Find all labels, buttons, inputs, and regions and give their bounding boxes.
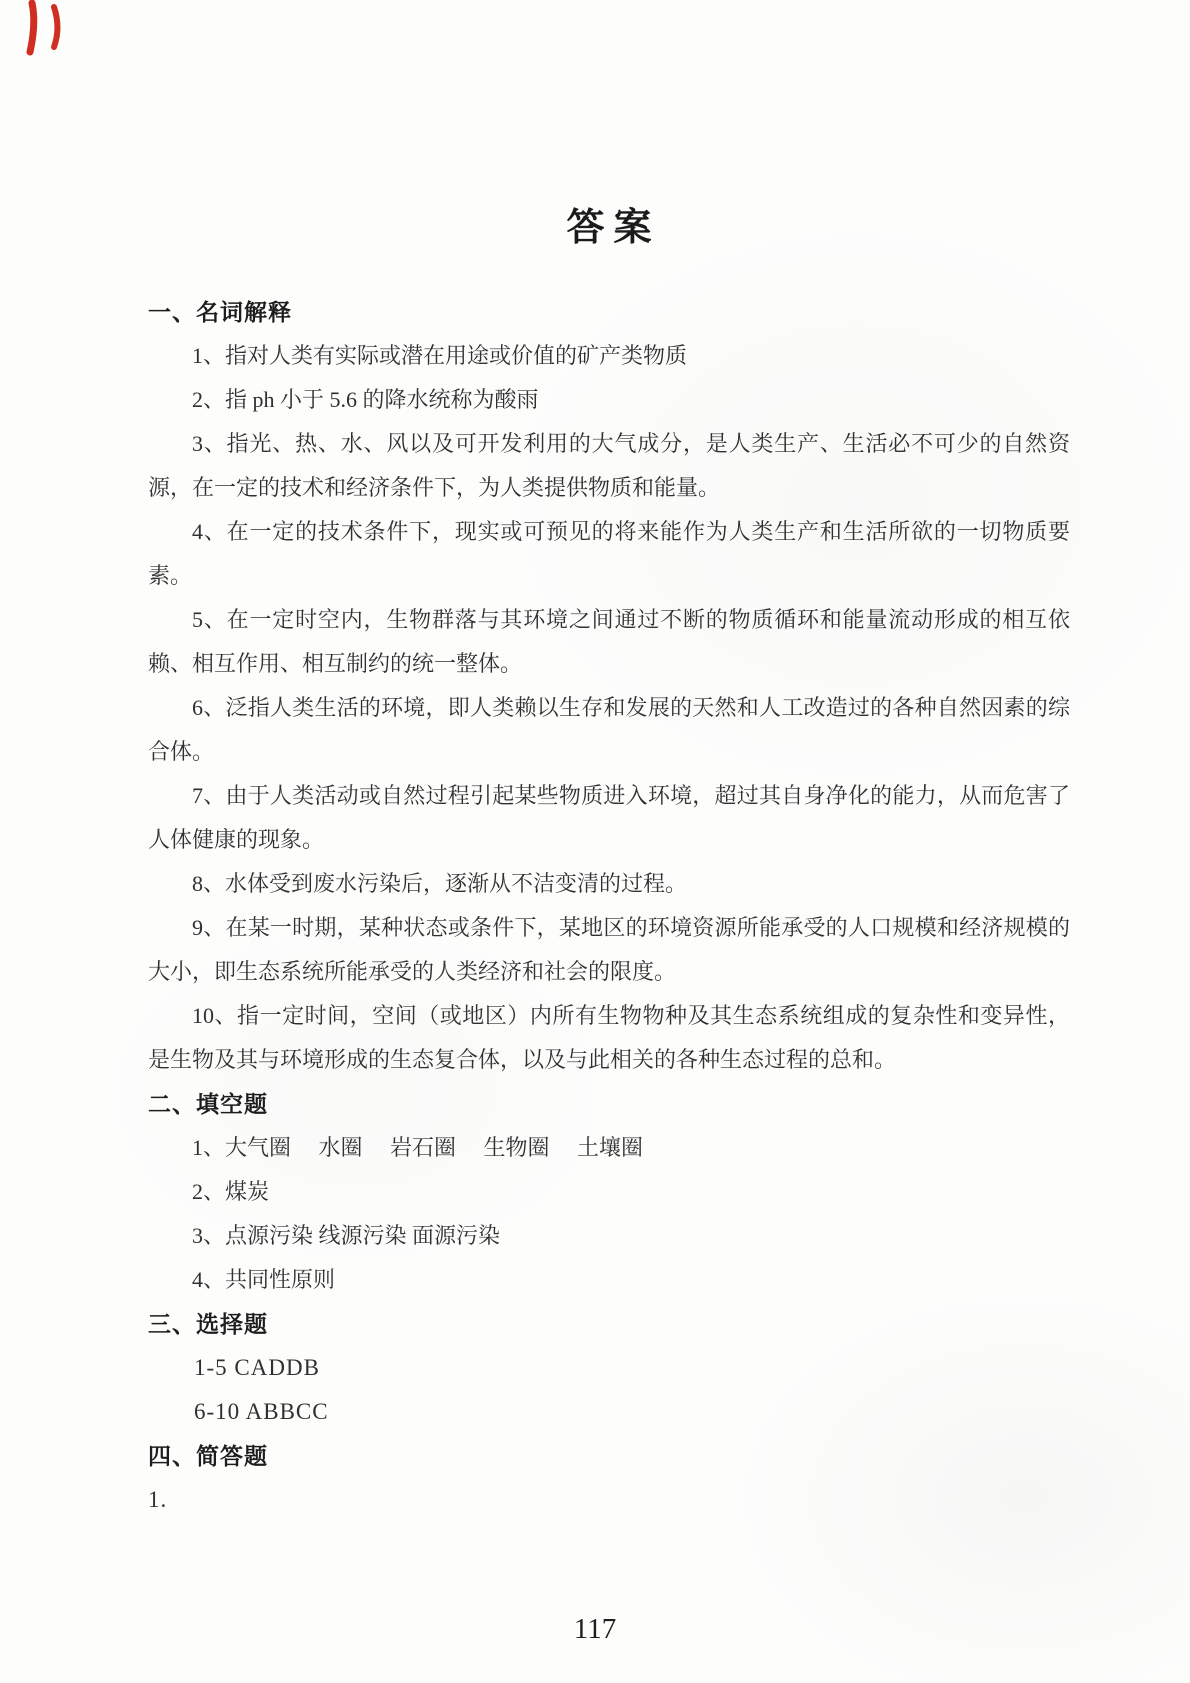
answer-sheet — [148, 290, 1070, 1522]
answer-item: 1、指对人类有实际或潜在用途或价值的矿产类物质 — [192, 343, 688, 368]
section-heading-short-answer: 四、简答题 — [148, 1443, 268, 1469]
answer-item: 1-5 CADDB — [194, 1355, 320, 1380]
page-number: 117 — [573, 1613, 617, 1645]
page-title: 答案 — [566, 207, 661, 249]
answer-item: 4、在一定的技术条件下，现实或可预见的将来能作为人类生产和生活所欲的一切物质要素。 — [148, 519, 1070, 588]
answer-item: 3、点源污染 线源污染 面源污染 — [192, 1223, 501, 1248]
section-heading-terms: 一、名词解释 — [148, 299, 292, 325]
answer-item: 6、泛指人类生活的环境，即人类赖以生存和发展的天然和人工改造过的各种自然因素的综合体。 — [148, 695, 1070, 764]
answer-item: 10、指一定时间，空间（或地区）内所有生物物种及其生态系统组成的复杂性和变异性，是生物及其与环境形成的生态复合体，以及与此相关的各种生态过程的总和。 — [148, 1003, 1070, 1072]
answer-item: 2、煤炭 — [192, 1179, 270, 1204]
answer-item: 6-10 ABBCC — [194, 1399, 329, 1424]
answer-item: 5、在一定时空内，生物群落与其环境之间通过不断的物质循环和能量流动形成的相互依赖、相互作用、相互制约的统一整体。 — [148, 607, 1070, 676]
answer-item: 2、指 ph 小于 5.6 的降水统称为酸雨 — [192, 387, 539, 412]
answer-item: 8、水体受到废水污染后，逐渐从不洁变清的过程。 — [192, 871, 688, 896]
section-fill-in-blanks — [148, 1082, 1070, 1302]
section-short-answer — [148, 1434, 1070, 1522]
section-term-definitions — [148, 290, 1070, 1082]
answer-item: 9、在某一时期，某种状态或条件下，某地区的环境资源所能承受的人口规模和经济规模的大小，即生态系统所能承受的人类经济和社会的限度。 — [148, 915, 1070, 984]
section-multiple-choice — [148, 1302, 1070, 1434]
section-heading-fill-blanks: 二、填空题 — [148, 1091, 268, 1117]
answer-item: 4、共同性原则 — [192, 1267, 336, 1292]
section-heading-choice: 三、选择题 — [148, 1311, 268, 1337]
answer-item: 7、由于人类活动或自然过程引起某些物质进入环境，超过其自身净化的能力，从而危害了人体健康的现象。 — [148, 783, 1070, 852]
red-pen-marks-icon — [22, 0, 74, 72]
answer-item: 1. — [148, 1487, 168, 1512]
answer-item: 1、大气圈 水圈 岩石圈 生物圈 土壤圈 — [192, 1135, 644, 1160]
answer-item: 3、指光、热、水、风以及可开发利用的大气成分，是人类生产、生活必不可少的自然资源，在一定的技术和经济条件下，为人类提供物质和能量。 — [148, 431, 1070, 500]
